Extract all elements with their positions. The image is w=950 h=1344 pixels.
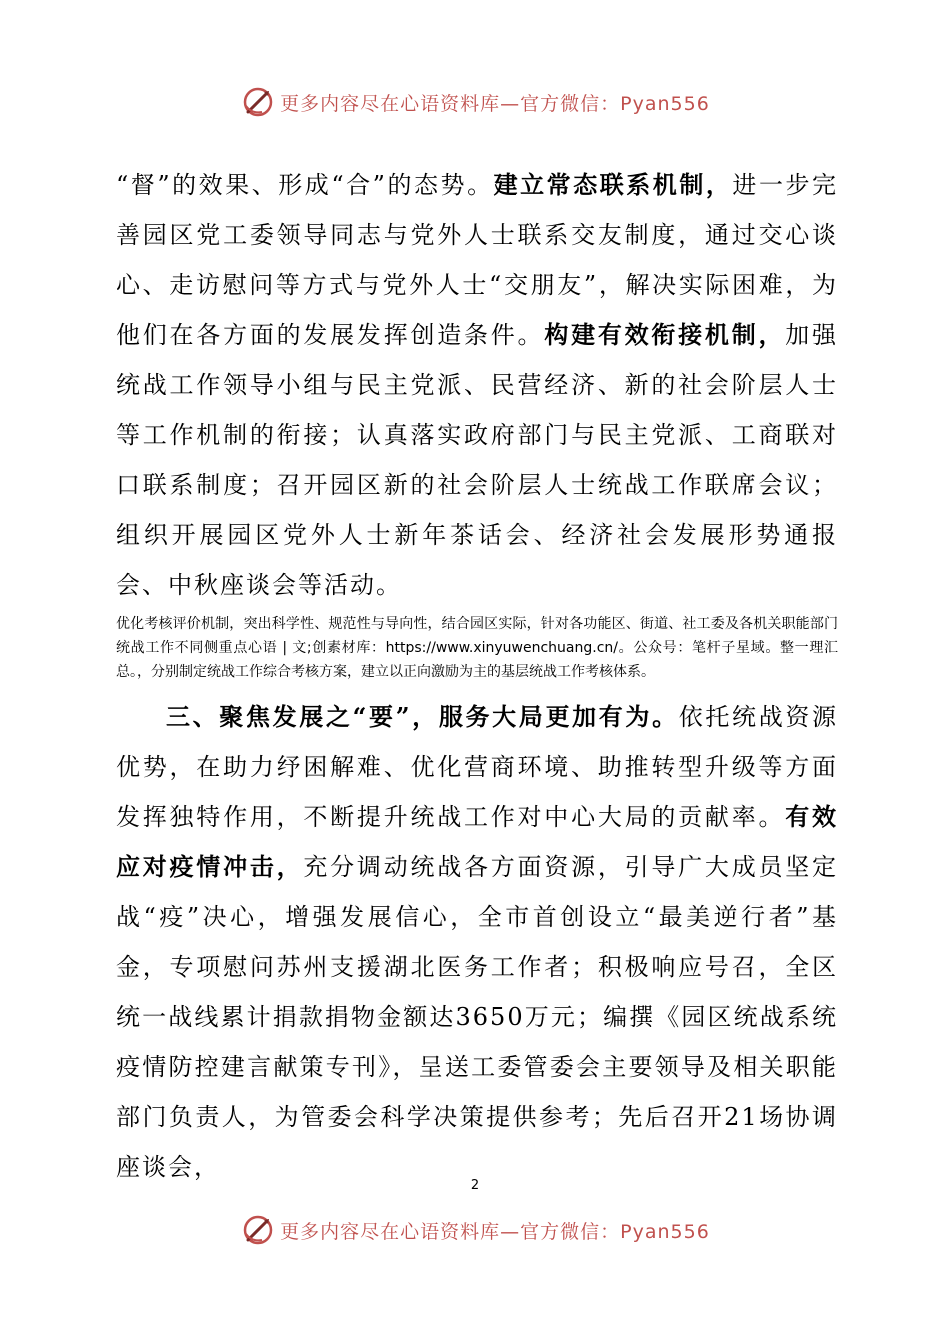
page-number: 2 [470, 1178, 480, 1193]
bold-heading: 建立常态联系机制， [493, 170, 733, 199]
header-banner-text: 更多内容尽在心语资料库—官方微信：Pyan556 [280, 92, 710, 115]
pen-swirl-logo-icon [240, 84, 276, 120]
bold-heading: 构建有效衔接机制， [544, 320, 786, 349]
bold-heading: 有效应对疫情冲击， [116, 802, 839, 881]
paragraph-text: 进一步完善园区党工委领导同志与党外人士联系交友制度，通过交心谈心、走访慰问等方式与党外人士“交朋友”，解决实际困难，为他们在各方面的发展发挥创造条件。 [116, 171, 839, 349]
footer-banner-text: 更多内容尽在心语资料库—官方微信：Pyan556 [280, 1220, 710, 1243]
document-body [116, 160, 838, 1192]
paragraph-text: 充分调动统战各方面资源，引导广大成员坚定战“疫”决心，增强发展信心，全市首创设立“最美逆行者”基金，专项慰问苏州支援湖北医务工作者；积极响应号召，全区统一战线累计捐款捐物金额达3650万元；编撰《园区统战系统疫情防控建言献策专刊》，呈送工委管委会主要领导及相关职能部门负责人，为管委会科学决策提供参考；先后召开21场协调座谈会， [116, 853, 839, 1181]
paragraph-mechanisms [116, 160, 838, 610]
inserted-note: 优化考核评价机制，突出科学性、规范性与导向性，结合园区实际，针对各功能区、街道、社工委及各机关职能部门统战工作不同侧重点心语 | 文;创素材库：https://www.xinyuwenchuang.cn/。公众号：笔杆子星域。整一理汇总。，分别制定统战工作综合考核方案，建立以正向激励为主的基层统战工作考核体系。 [116, 616, 838, 680]
pen-swirl-logo-icon [240, 1212, 276, 1248]
paragraph-section-three [116, 692, 838, 1192]
header-banner [0, 82, 950, 122]
paragraph-text: “督”的效果、形成“合”的态势。 [116, 171, 494, 199]
paragraph-text: 依托统战资源优势，在助力纾困解难、优化营商环境、助推转型升级等方面发挥独特作用，不断提升统战工作对中心大局的贡献率。 [116, 703, 839, 831]
footer-banner [0, 1210, 950, 1250]
paragraph-text: 加强统战工作领导小组与民主党派、民营经济、新的社会阶层人士等工作机制的衔接；认真落实政府部门与民主党派、工商联对口联系制度；召开园区新的社会阶层人士统战工作联席会议；组织开展园区党外人士新年茶话会、经济社会发展形势通报会、中秋座谈会等活动。 [116, 321, 839, 599]
section-heading: 三、聚焦发展之“要”，服务大局更加有为。 [166, 702, 679, 731]
